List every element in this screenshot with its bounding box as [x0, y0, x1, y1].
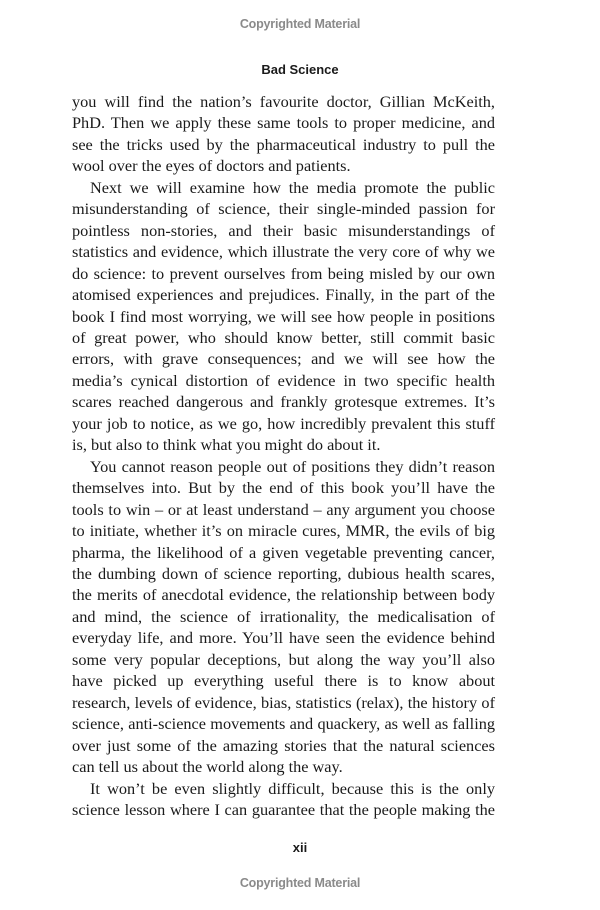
copyright-watermark-bottom: Copyrighted Material	[239, 876, 361, 890]
paragraph: You cannot reason people out of positions they didn’t reason themselves into. But by the end of this book you’ll have the tools to win – or at least understand – any argument you choose to initiate, whether it’s on miracle cures, MMR, the evils of big pharma, the likelihood of a given vegetable preventing cancer, the dumbing down of science reporting, dubious health scares, the merits of anecdotal evidence, the relationship between body and mind, the science of irrationality, the medicalisation of everyday life, and more. You’ll have seen the evidence behind some very popular deceptions, but along the way you’ll also have picked up everything useful there is to know about research, levels of evidence, bias, statistics (relax), the history of science, anti-science movements and quackery, as well as falling over just some of the amazing stories that the natural sciences can tell us about the world along the way.	[72, 456, 495, 777]
paragraph: Next we will examine how the media promote the public misunderstanding of science, their single-minded passion for pointless non-stories, and their basic misunderstandings of statistics and evidence, which illustrate the very core of why we do science: to prevent ourselves from being misled by our own atomised experiences and prejudices. Finally, in the part of the book I find most worrying, we will see how people in positions of great power, who should know better, still commit basic errors, with grave consequences; and we will see how the media’s cynical distortion of evidence in two specific health scares reached dangerous and frankly grotesque extremes. It’s your job to notice, as we go, how incredibly prevalent this stuff is, but also to think what you might do about it.	[72, 177, 495, 455]
paragraph: you will find the nation’s favourite doctor, Gillian McKeith, PhD. Then we apply these same tools to proper medicine, and see the tricks used by the pharmaceutical industry to pull the wool over the eyes of doctors and patients.	[72, 92, 495, 176]
running-head: Bad Science	[261, 62, 339, 77]
page-number: xii	[292, 840, 308, 855]
page-body	[72, 91, 495, 820]
paragraph: It won’t be even slightly difficult, because this is the only science lesson where I can guarantee that the people making the	[72, 778, 495, 819]
copyright-watermark-top: Copyrighted Material	[239, 17, 361, 31]
